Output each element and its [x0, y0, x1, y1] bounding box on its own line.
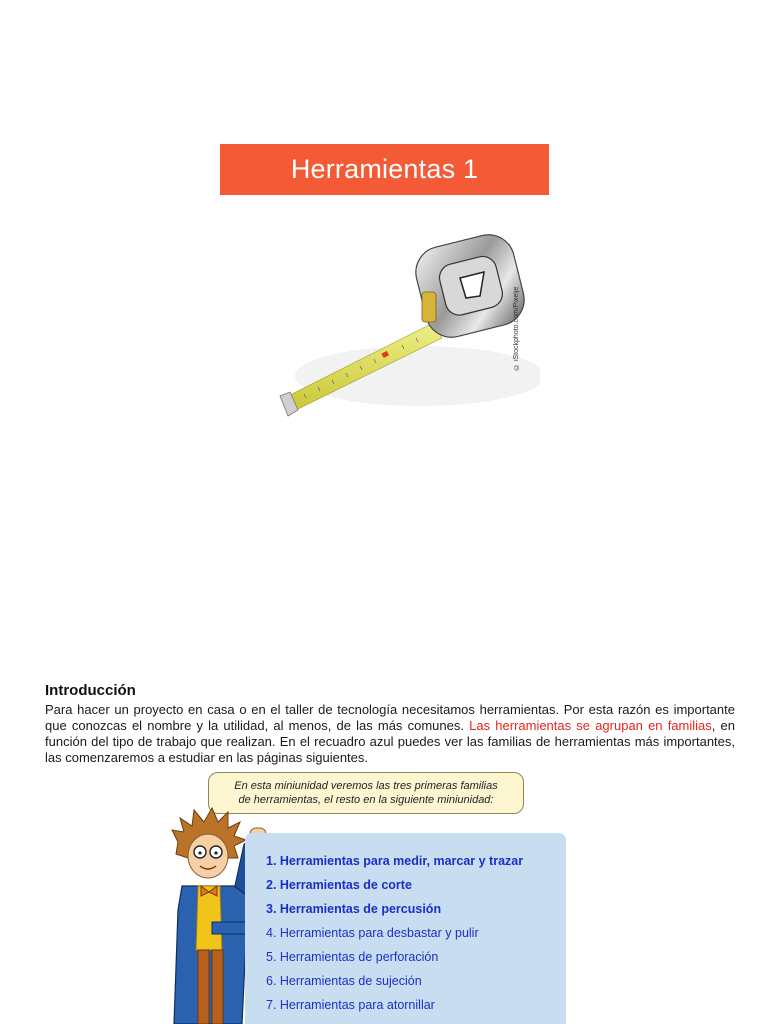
intro-paragraph	[45, 702, 735, 766]
family-label: Herramientas para desbastar y pulir	[279, 926, 479, 940]
family-number: 7	[266, 998, 273, 1012]
family-label: Herramientas para atornillar	[279, 998, 435, 1012]
title-banner	[220, 144, 549, 195]
page-title: Herramientas 1	[290, 154, 479, 184]
family-item: 3. Herramientas de percusión	[266, 902, 442, 916]
intro-heading: Introducción	[45, 682, 136, 699]
family-label: Herramientas de sujeción	[279, 974, 422, 988]
bubble-line-1: En esta miniunidad veremos las tres primeras familias	[234, 780, 498, 792]
family-number: 1	[266, 854, 273, 868]
family-number: 4	[266, 926, 273, 940]
tape-measure-image	[270, 226, 540, 436]
intro-highlight: Las herramientas se agrupan en familias	[469, 718, 712, 733]
bubble-line-2: de herramientas, el resto en la siguiente miniunidad:	[238, 794, 494, 806]
family-number: 2	[266, 878, 273, 892]
family-number: 5	[266, 950, 273, 964]
tool-families-box	[245, 833, 566, 1024]
intro-text-1: Para hacer un proyecto en casa o en el taller de tecnología necesitamos herramientas. Por esta razón es importante que conozcas el nombre y la utilidad, al menos, de las más comunes.	[45, 702, 735, 733]
family-label: Herramientas de perforación	[279, 950, 439, 964]
family-item: 2. Herramientas de corte	[266, 878, 412, 892]
intro-text-2: , en función del tipo de trabajo que realizan. En el recuadro azul puedes ver las familias de herramientas más importantes, las comenzaremos a estudiar en las páginas siguientes.	[45, 718, 736, 765]
family-item: 6. Herramientas de sujeción	[266, 974, 422, 988]
family-item: 1. Herramientas para medir, marcar y trazar	[266, 854, 524, 868]
family-number: 3	[266, 902, 273, 916]
family-number: 6	[266, 974, 273, 988]
family-item: 7. Herramientas para atornillar	[266, 998, 435, 1012]
intro-section	[45, 682, 735, 766]
family-item: 4. Herramientas para desbastar y pulir	[266, 926, 479, 940]
family-label: Herramientas para medir, marcar y trazar	[279, 854, 524, 868]
family-label: Herramientas de percusión	[279, 902, 442, 916]
tool-families-list	[245, 833, 566, 1017]
image-credit: © iStockphoto.com/Pixelje	[513, 286, 520, 370]
family-item: 5. Herramientas de perforación	[266, 950, 439, 964]
family-label: Herramientas de corte	[279, 878, 412, 892]
